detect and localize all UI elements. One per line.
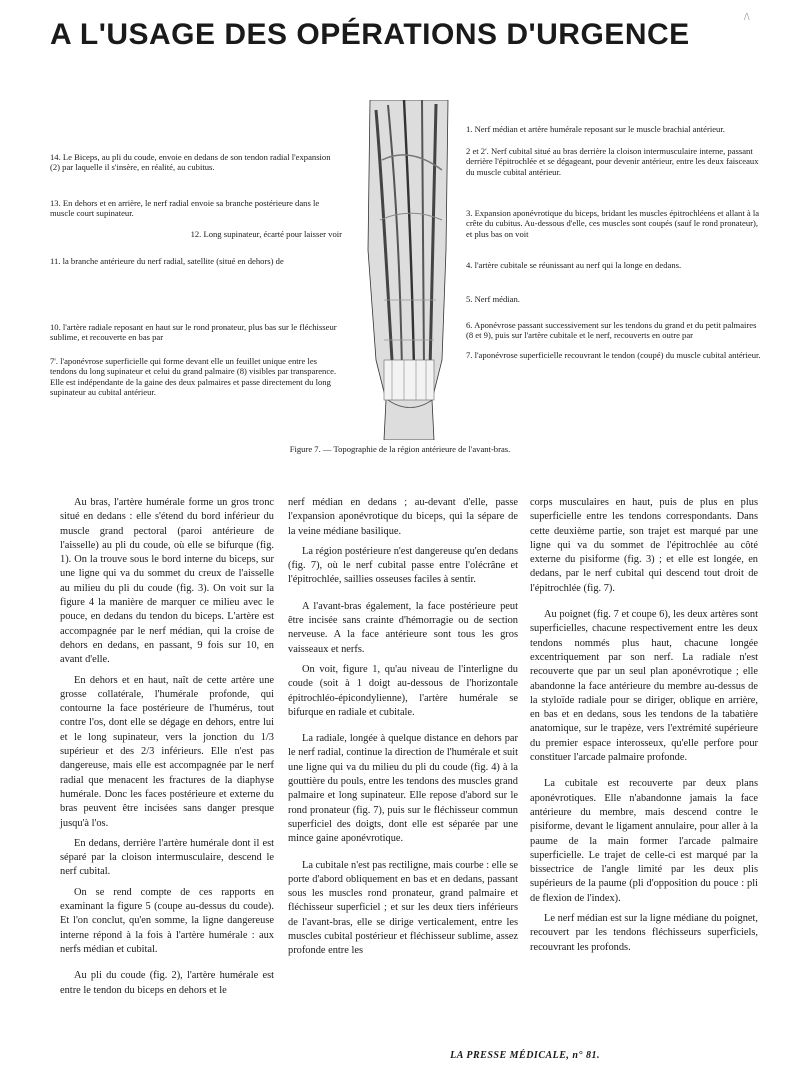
paragraph: nerf médian en dedans ; au-devant d'elle, passe l'expansion aponévrotique du biceps, qui la sépare de la veine médiane basilique. [288, 497, 518, 537]
paragraph: corps musculaires en haut, puis de plus en plus superficielle entre les tendons correspondants. Dans cette deuxième partie, son trajet est marqué par une ligne qui va du sommet de l'épitrochlée au côté externe du pisiforme (fig. 3) ; et elle est longée, en dedans, par le nerf cubital qui descend tout droit de l'épitrochlée (fig. 7). [530, 497, 758, 594]
paragraph: La cubitale est recouverte par deux plans aponévrotiques. Elle n'abandonne jamais la face antérieure du membre, mais descend contre le pisiforme, devant le ligament annulaire, pour aller à la paume de la main former l'arcade palmaire superficielle. Le trajet de celle-ci est marqué par la bissectrice de l'angle limité par les deux plis supérieurs de la paume (pli d'opposition du pouce : pli de flexion de l'index). [530, 778, 758, 904]
corner-mark: /\ [744, 12, 750, 23]
label-right-4: 4. l'artère cubitale se réunissant au nerf qui la longe en dedans. [466, 260, 682, 270]
label-left-10: 10. l'artère radiale reposant en haut sur le rond pronateur, plus bas sur le fléchisseur sublime, et recouverte en bas par [50, 322, 337, 343]
label-right-5: 5. Nerf médian. [466, 294, 520, 304]
label-left-13: 13. En dehors et en arrière, le nerf radial envoie sa branche postérieure dans le muscle court supinateur. [50, 198, 320, 219]
text-column-2 [288, 496, 518, 965]
label-right-6: 6. Aponévrose passant successivement sur les tendons du grand et du petit palmaires (8 et 9), puis sur l'artère cubitale et le nerf, recouverts en outre par [466, 320, 757, 341]
label-right-3: 3. Expansion aponévrotique du biceps, bridant les muscles épitrochléens et allant à la crête du cubitus. Au-dessous d'elle, ces muscles sont coupés (sauf le rond pronateur), et plus bas on voit [466, 208, 760, 239]
paragraph: Au bras, l'artère humérale forme un gros tronc situé en dedans : elle s'étend du bord inférieur du muscle grand pectoral (paroi antérieure de l'aisselle) au pli du coude, où elle se bifurque (fig. 1). On la trouve sous le bord interne du biceps, sur une ligne qui va du sommet du creux de l'aisselle au milieu du pli du coude (fig. 3). On voit sur la figure 4 la manière de marquer ce milieu avec le pouce, en dedans du tendon du biceps. L'artère est accompagnée par le nerf médian, qui la croise de dehors en dedans, en passant, 9 fois sur 10, en avant d'elle. [60, 497, 274, 666]
paragraph: Au poignet (fig. 7 et coupe 6), les deux artères sont superficielles, chacune respectivement entre les deux tendons nommés plus haut, chacune longée excentriquement par son nerf. La radiale n'est recouverte que par un seul plan aponévrotique ; elle abandonne la face antérieure du membre au-dessus de la styloïde radiale pour se diriger, oblique en arrière, en bas et en dedans, sous les tendons de la tabatière anatomique, sur le trapèze, vers l'extrémité supérieure du premier espace interosseux, qu'elle perfore pour constituer l'arcade palmaire profonde. [530, 609, 758, 764]
label-right-7: 7. l'aponévrose superficielle recouvrant le tendon (coupé) du muscle cubital antérieur. [466, 350, 761, 360]
label-left-11: 11. la branche antérieure du nerf radial, satellite (situé en dehors) de [50, 256, 284, 266]
figure-caption: Figure 7. — Topographie de la région antérieure de l'avant-bras. [289, 444, 511, 454]
paragraph: En dehors et en haut, naît de cette artère une grosse collatérale, l'humérale profonde, qui contourne la face postérieure de l'humérus, tout contre l'os, dont elle se dégage en dehors, entre lui et le long supinateur, vers la jonction du 1/3 supérieur et des 2/3 inférieurs. Elle n'est pas dangereuse, mais elle est accompagnée par le nerf radial que menacent les fractures de la diaphyse humérale. Donc les faces postérieure et externe du bras peuvent être incisées sans danger presque jusqu'à l'os. [60, 674, 274, 829]
paragraph: La cubitale n'est pas rectiligne, mais courbe : elle se porte d'abord obliquement en bas et en dedans, passant sous les muscles rond pronateur, grand palmaire et fléchisseur superficiel ; et sur les deux tiers inférieurs de l'avant-bras, elle se dirige verticalement, entre les muscles cubital postérieur et fléchisseur sublime, assez profonde entre les [288, 859, 518, 957]
text-column-3 [530, 496, 758, 961]
paragraph: La radiale, longée à quelque distance en dehors par le nerf radial, continue la direction de l'humérale et suit une ligne qui va du milieu du pli du coude (fig. 4) à la gouttière du pouls, entre les tendons des muscles grand palmaire et long supinateur. Elle repose d'abord sur le rond pronateur (fig. 7), puis sur le fléchisseur commun superficiel des doigts, dont elle est séparée par une mince gaine aponévrotique. [288, 733, 518, 845]
paragraph: En dedans, derrière l'artère humérale dont il est séparé par la cloison intermusculaire, descend le nerf cubital. [60, 837, 274, 878]
label-right-1: 1. Nerf médian et artère humérale reposant sur le muscle brachial antérieur. [466, 124, 725, 134]
text-column-1 [60, 496, 274, 1004]
paragraph: Au pli du coude (fig. 2), l'artère humérale est entre le tendon du biceps en dehors et le [60, 970, 274, 996]
label-right-2: 2 et 2'. Nerf cubital situé au bras derrière la cloison intermusculaire interne, passant derrière l'épitrochlée et se dégageant, pour devenir antérieur, entre les deux faisceaux du muscle cubital antérieur. [466, 146, 759, 177]
paragraph: A l'avant-bras également, la face postérieure peut être incisée sans crainte d'hémorragie ou de section nerveuse. A la face antérieure sont tous les gros vaisseaux et nerfs. [288, 600, 518, 655]
paragraph: Le nerf médian est sur la ligne médiane du poignet, recouvert par les tendons fléchisseurs superficiels, recouvrant les profonds. [530, 913, 758, 953]
page-title: A L'USAGE DES OPÉRATIONS D'URGENCE [50, 18, 690, 51]
paragraph: La région postérieure n'est dangereuse qu'en dedans (fig. 7), où le nerf cubital passe entre l'olécrâne et l'épitrochlée, saillies osseuses faciles à sentir. [288, 545, 518, 586]
forearm-anatomy-illustration [362, 100, 454, 440]
paragraph: On voit, figure 1, qu'au niveau de l'interligne du coude (soit à 1 doigt au-dessous de l'horizontale épitrochléo-épicondylienne), l'artère humérale se bifurque en radiale et cubitale. [288, 663, 518, 718]
paragraph: On se rend compte de ces rapports en examinant la figure 5 (coupe au-dessus du coude). Et l'on conclut, qu'en somme, la ligne dangereuse interne répond à la fois à l'artère humérale : aux nerfs médian et cubital. [60, 886, 274, 955]
label-left-14: 14. Le Biceps, au pli du coude, envoie en dedans de son tendon radial l'expansion (2) par laquelle il s'insère, en réalité, au cubitus. [50, 152, 331, 173]
journal-footer: LA PRESSE MÉDICALE, n° 81. [450, 1050, 600, 1061]
label-left-7p: 7'. l'aponévrose superficielle qui forme devant elle un feuillet unique entre les tendons du long supinateur et celui du grand palmaire (8) visibles par transparence. Elle est indépendante de la gaine des deux palmaires et passe directement du long supinateur au cubital antérieur. [50, 356, 337, 398]
label-left-12: 12. Long supinateur, écarté pour laisser voir [190, 229, 342, 239]
